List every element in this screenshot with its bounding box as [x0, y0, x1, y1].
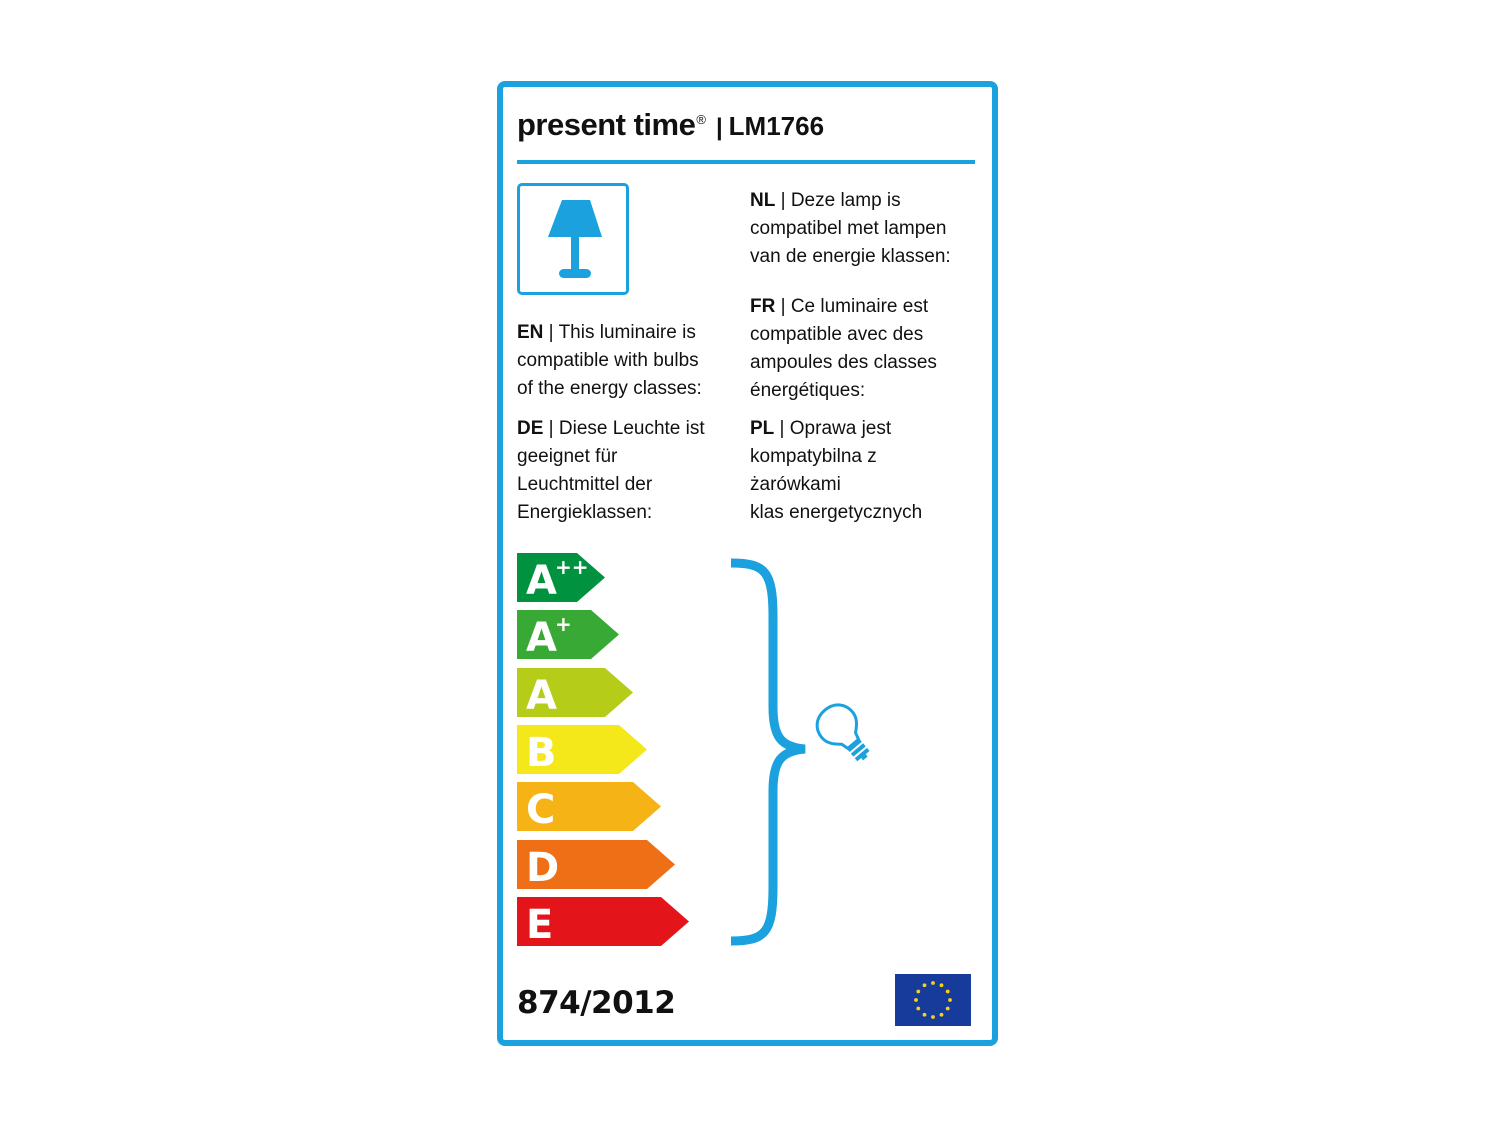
- text-fr-line-4: énergétiques:: [750, 380, 866, 401]
- energy-class-bar: [517, 840, 677, 889]
- text-block-pl: [750, 415, 922, 527]
- energy-class-bar: [517, 553, 607, 602]
- energy-class-letter: A: [526, 615, 557, 660]
- text-pl-line-1: Oprawa jest: [789, 418, 892, 439]
- energy-class-letter: E: [526, 901, 554, 946]
- text-pl-line-3: żarówkami: [750, 474, 841, 495]
- eu-star: [916, 1007, 920, 1011]
- text-nl-line-1: Deze lamp is: [790, 190, 901, 211]
- regulation-number: 874/2012: [517, 985, 676, 1021]
- lang-code-pl: PL: [750, 418, 775, 439]
- text-en-line-3: of the energy classes:: [517, 378, 702, 399]
- model-number: LM1766: [728, 111, 825, 141]
- text-fr-line-1: Ce luminaire est: [790, 296, 929, 317]
- text-de-line-3: Leuchtmittel der: [517, 474, 653, 495]
- light-bulb-icon: [809, 699, 881, 774]
- eu-star: [931, 1015, 935, 1019]
- text-block-de: [517, 415, 705, 527]
- lang-code-fr: FR: [750, 296, 776, 317]
- lang-sep-de: |: [543, 418, 559, 439]
- eu-star: [931, 981, 935, 985]
- energy-label-card: [497, 81, 998, 1046]
- label-header: [517, 107, 975, 147]
- energy-class-superscript: +: [555, 612, 572, 637]
- energy-class-bar: [517, 897, 691, 946]
- table-lamp-icon: [517, 183, 629, 295]
- lang-sep-pl: |: [774, 418, 790, 439]
- energy-class-letter: A: [526, 672, 557, 717]
- registered-mark: ®: [696, 112, 706, 127]
- eu-flag-icon: [895, 974, 971, 1031]
- text-block-fr: [750, 293, 937, 405]
- text-nl-line-2: compatibel met lampen: [750, 218, 947, 239]
- lang-code-nl: NL: [750, 190, 776, 211]
- eu-star: [914, 998, 918, 1002]
- lang-sep-en: |: [543, 322, 559, 343]
- text-de-line-4: Energieklassen:: [517, 502, 653, 523]
- eu-star: [940, 1013, 944, 1017]
- text-fr-line-2: compatible avec des: [750, 324, 924, 345]
- text-fr-line-3: ampoules des classes: [750, 352, 937, 373]
- brand-name: present time: [517, 107, 696, 142]
- eu-star: [946, 990, 950, 994]
- eu-star: [940, 983, 944, 987]
- text-block-en: [517, 319, 702, 403]
- energy-class-letter: C: [526, 787, 556, 832]
- energy-class-letter: A: [526, 558, 557, 602]
- eu-star: [923, 1013, 927, 1017]
- curly-brace: [725, 557, 815, 954]
- text-pl-line-4: klas energetycznych: [750, 502, 923, 523]
- energy-class-bar: [517, 725, 649, 774]
- text-block-nl: [750, 187, 951, 271]
- text-en-line-1: This luminaire is: [558, 322, 696, 343]
- lang-code-en: EN: [517, 322, 544, 343]
- eu-star: [948, 998, 952, 1002]
- lang-sep-fr: |: [775, 296, 791, 317]
- lang-code-de: DE: [517, 418, 544, 439]
- eu-star: [946, 1007, 950, 1011]
- eu-star: [916, 990, 920, 994]
- text-de-line-2: geeignet für: [517, 446, 618, 467]
- header-separator: |: [715, 114, 723, 141]
- energy-class-letter: D: [526, 844, 560, 889]
- text-de-line-1: Diese Leuchte ist: [558, 418, 705, 439]
- energy-class-bar: [517, 610, 621, 659]
- eu-star: [923, 983, 927, 987]
- header-divider: [517, 160, 975, 164]
- energy-class-letter: B: [526, 729, 557, 774]
- lang-sep-nl: |: [775, 190, 791, 211]
- text-nl-line-3: van de energie klassen:: [750, 246, 951, 267]
- text-en-line-2: compatible with bulbs: [517, 350, 699, 371]
- energy-class-bar: [517, 782, 663, 831]
- energy-class-bar: [517, 668, 635, 717]
- energy-class-superscript: ++: [555, 555, 589, 579]
- text-pl-line-2: kompatybilna z: [750, 446, 877, 467]
